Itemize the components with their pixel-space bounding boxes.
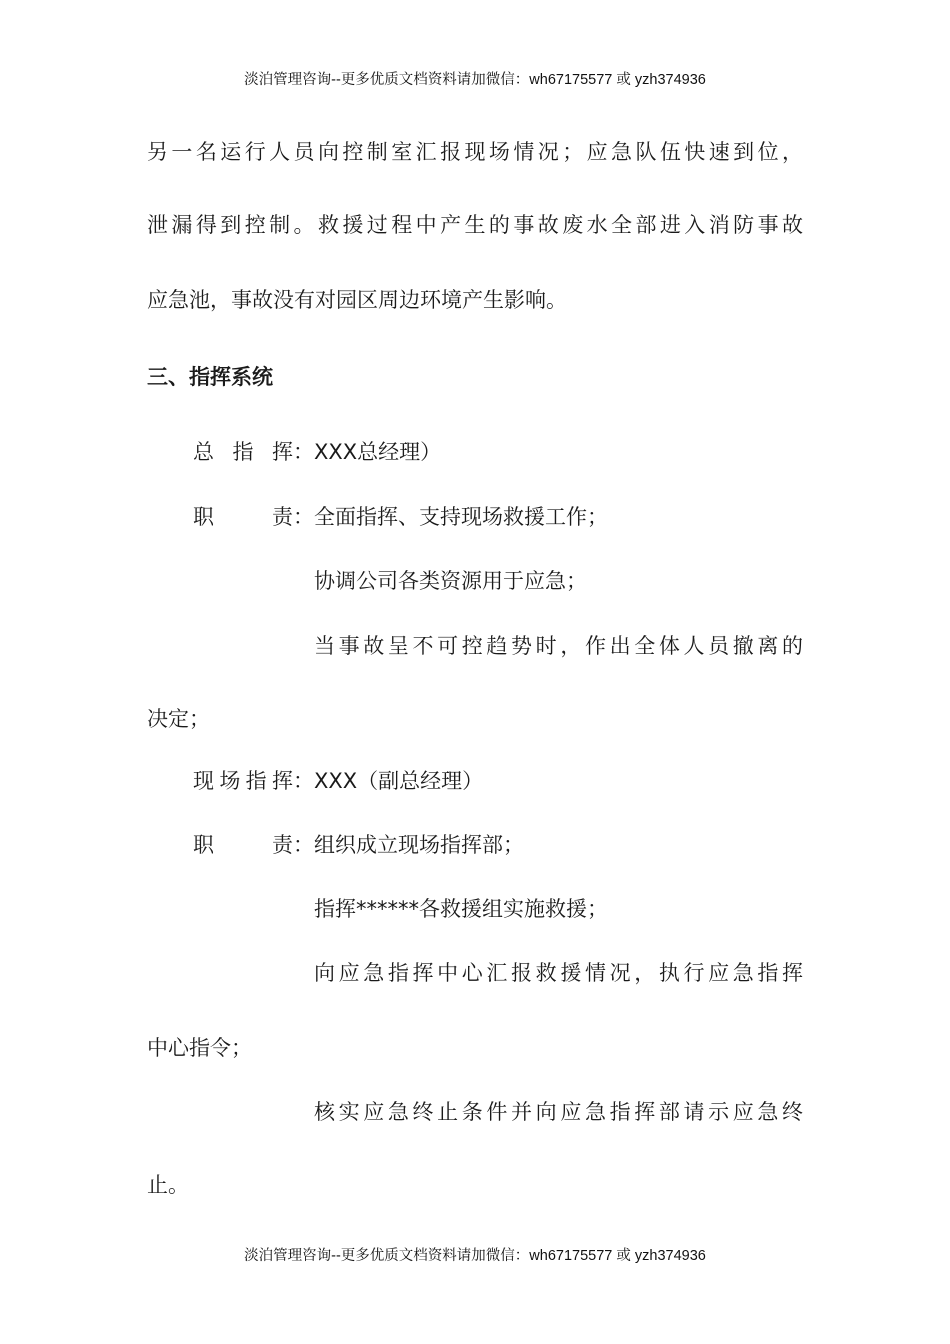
general-duty-2: 协调公司各类资源用于应急； xyxy=(314,569,587,593)
general-command-label: 总 指 挥 xyxy=(193,440,293,464)
site-duty-1: ：组织成立现场指挥部； xyxy=(293,833,524,857)
general-duty-3-line-1: 当事故呈不可控趋势时，作出全体人员撤离的 xyxy=(314,634,803,658)
site-duty-4-line-1: 核实应急终止条件并向应急指挥部请示应急终 xyxy=(314,1100,803,1124)
intro-line-1: 另一名运行人员向控制室汇报现场情况；应急队伍快速到位， xyxy=(147,140,803,164)
general-duty-1: ：全面指挥、支持现场救援工作； xyxy=(293,505,608,529)
site-duty-3-line-2: 中心指令； xyxy=(147,1036,252,1060)
site-duty-label: 职 责 xyxy=(193,833,293,857)
general-duty-row xyxy=(193,502,608,532)
intro-line-3: 应急池，事故没有对园区周边环境产生影响。 xyxy=(147,288,567,312)
page-footer: 淡泊管理咨询--更多优质文档资料请加微信：wh67175577 或 yzh374936 xyxy=(244,1248,706,1264)
page-header: 淡泊管理咨询--更多优质文档资料请加微信：wh67175577 或 yzh374936 xyxy=(244,72,706,88)
general-duty-label: 职 责 xyxy=(193,505,293,529)
section-heading: 三、指挥系统 xyxy=(147,365,273,389)
site-command-label: 现场指挥 xyxy=(193,769,293,793)
general-command-row xyxy=(193,437,441,467)
site-command-value: ：XXX（副总经理） xyxy=(293,769,484,793)
general-duty-3-line-2: 决定； xyxy=(147,707,210,731)
general-command-value: ：XXX总经理） xyxy=(293,440,442,464)
site-duty-4-line-2: 止。 xyxy=(147,1173,189,1197)
site-duty-3-line-1: 向应急指挥中心汇报救援情况，执行应急指挥 xyxy=(314,961,803,985)
intro-line-2: 泄漏得到控制。救援过程中产生的事故废水全部进入消防事故 xyxy=(147,213,803,237)
site-duty-2: 指挥******各救援组实施救援； xyxy=(314,897,608,921)
site-command-row xyxy=(193,766,483,796)
site-duty-row xyxy=(193,830,524,860)
